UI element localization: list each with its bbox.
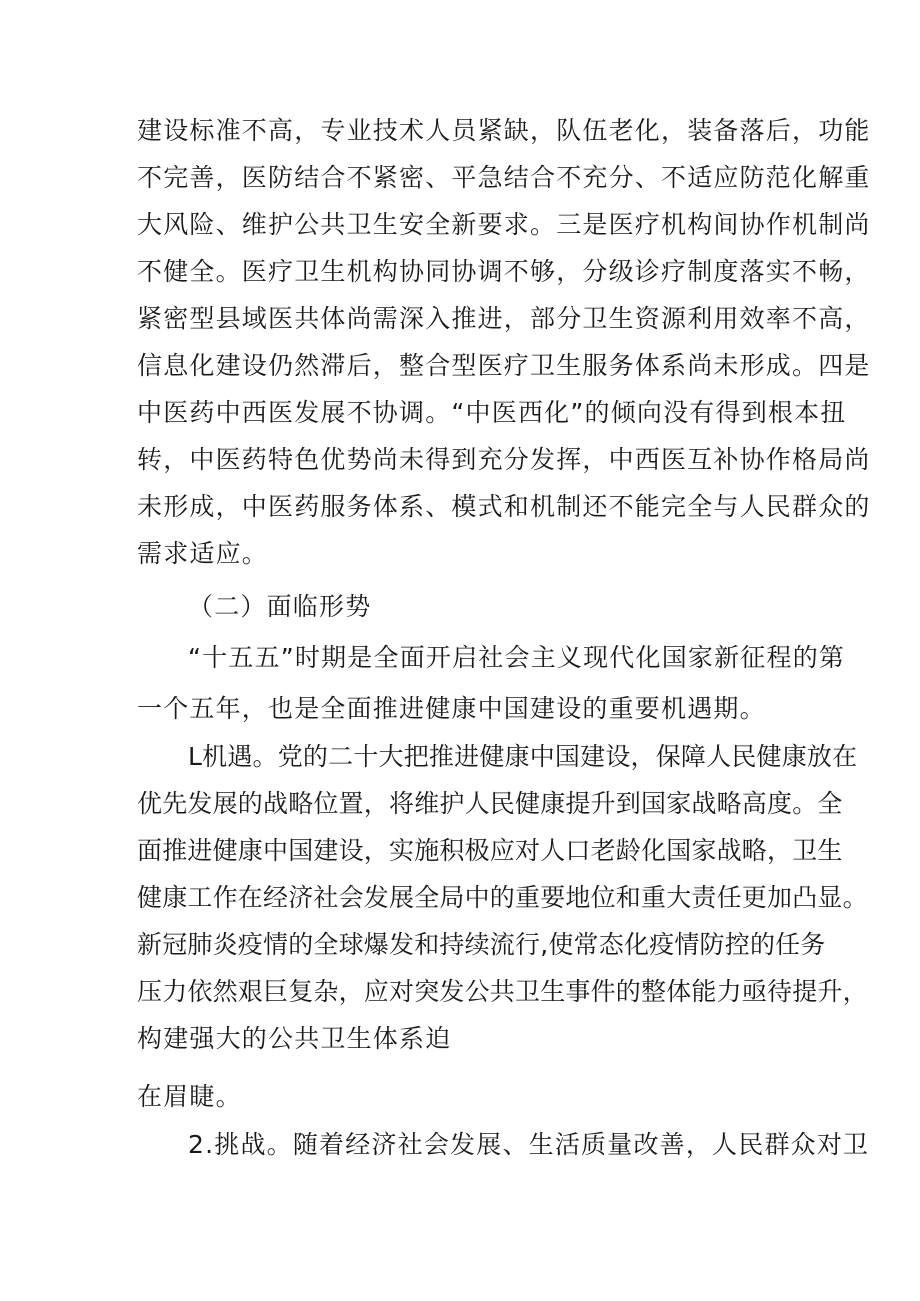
opportunity-text-line: L机遇。党的二十大把推进健康中国建设，保障人民健康放在 (188, 742, 858, 771)
opportunity-text-line: 健康工作在经济社会发展全局中的重要地位和重大责任更加凸显。 (137, 883, 868, 912)
body-text-line: 大风险、维护公共卫生安全新要求。三是医疗机构间协作机制尚 (137, 210, 871, 239)
opportunity-text-line: 面推进健康中国建设，实施积极应对人口老龄化国家战略，卫生 (137, 836, 843, 865)
body-text-line: 不完善，医防结合不紧密、平急结合不充分、不适应防范化解重 (137, 163, 871, 192)
challenge-text-line: 2.挑战。随着经济社会发展、生活质量改善，人民群众对卫 (188, 1130, 870, 1159)
intro-text-line: “十五五”时期是全面开启社会主义现代化国家新征程的第 (188, 643, 846, 672)
body-text-line: 未形成，中医药服务体系、模式和机制还不能完全与人民群众的 (137, 492, 871, 521)
opportunity-text-line: 构建强大的公共卫生体系迫 (137, 1024, 452, 1053)
opportunity-text-line: 新冠肺炎疫情的全球爆发和持续流行,使常态化疫情防控的任务 (137, 930, 826, 959)
intro-text-line: 一个五年，也是全面推进健康中国建设的重要机遇期。 (137, 694, 766, 723)
body-text-line: 信息化建设仍然滞后，整合型医疗卫生服务体系尚未形成。四是 (137, 351, 871, 380)
body-text-line: 转，中医药特色优势尚未得到充分发挥，中西医互补协作格局尚 (137, 445, 871, 474)
section-heading: （二）面临形势 (188, 592, 372, 621)
body-text-line: 紧密型县域医共体尚需深入推进，部分卫生资源利用效率不高， (137, 304, 871, 333)
body-text-line: 中医药中西医发展不协调。“中医西化”的倾向没有得到根本扭 (137, 398, 847, 427)
body-text-line: 不健全。医疗卫生机构协同协调不够，分级诊疗制度落实不畅， (137, 257, 871, 286)
body-text-line: 建设标准不高，专业技术人员紧缺，队伍老化，装备落后，功能 (137, 116, 871, 145)
body-text-line: 需求适应。 (137, 539, 269, 568)
opportunity-text-line: 压力依然艰巨复杂，应对突发公共卫生事件的整体能力亟待提升， (137, 977, 868, 1006)
opportunity-text-line: 优先发展的战略位置，将维护人民健康提升到国家战略高度。全 (137, 789, 843, 818)
opportunity-text-line: 在眉睫。 (137, 1082, 242, 1111)
